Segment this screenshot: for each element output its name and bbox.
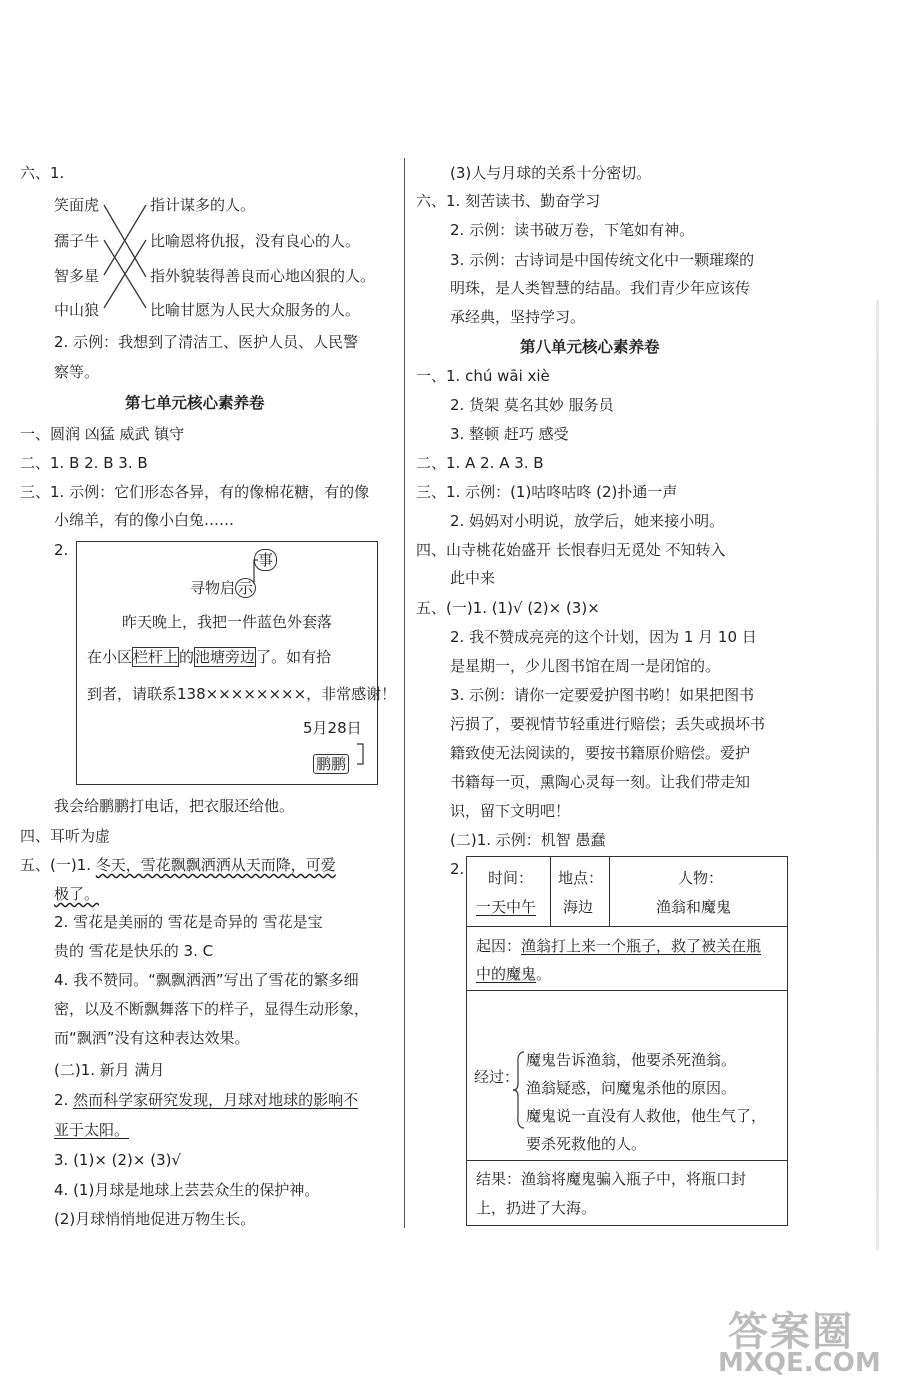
table-place-value: 海边 — [563, 898, 594, 916]
a4: 二、1. A 2. A 3. B — [416, 454, 544, 472]
table-hline-1 — [466, 926, 788, 927]
watermark-logo: 答案圈 — [728, 1309, 854, 1355]
notice-text: 了。如有拾 — [256, 648, 332, 666]
a6: 2. 妈妈对小明说，放学后，她来接小明。 — [450, 512, 725, 530]
r0: (3)人与月球的关系十分密切。 — [450, 164, 652, 182]
table-process-2: 渔翁疑惑，问魔鬼杀他的原因。 — [526, 1079, 737, 1097]
cause-end: 。 — [536, 965, 552, 983]
q6-heading: 六、1. — [20, 164, 65, 182]
a10b: 污损了，要视情节轻重进行赔偿；丢失或损坏书 — [450, 715, 766, 733]
u7-s5b-2b: 亚于太阳。 — [54, 1121, 130, 1139]
column-divider — [404, 158, 405, 1228]
u7-s5-4b: 密，以及不断飘舞落下的样子，显得生动形象， — [54, 1000, 370, 1018]
u7-s5-4c: 而“飘洒”没有这种表达效果。 — [54, 1029, 250, 1047]
a10a: 3. 示例：请你一定要爱护图书哟！如果把图书 — [450, 686, 755, 704]
u7-s4: 四、耳听为虚 — [20, 827, 111, 845]
u7-s2: 二、1. B 2. B 3. B — [20, 454, 148, 472]
match-left-3: 智多星 — [54, 267, 100, 285]
a10d: 书籍每一页，熏陶心灵每一刻。让我们带走知 — [450, 773, 751, 791]
unit7-title: 第七单元核心素养卷 — [125, 393, 265, 412]
a8: 五、(一)1. (1)√ (2)× (3)× — [416, 599, 600, 617]
a7a: 四、山寺桃花始盛开 长恨春归无觅处 不知转入 — [416, 541, 726, 559]
process-brace — [512, 1050, 526, 1130]
u7-s5-2a: 2. 雪花是美丽的 雪花是奇异的 雪花是宝 — [54, 913, 323, 931]
a3: 3. 整顿 赶巧 感受 — [450, 425, 569, 443]
notice-text: 在小区 — [87, 648, 133, 666]
match-left-1: 笑面虎 — [54, 196, 100, 214]
r3a: 3. 示例：古诗词是中国传统文化中一颗璀璨的 — [450, 251, 755, 269]
cause-text: 渔翁打上来一个瓶子，救了被关在瓶 — [521, 937, 762, 955]
table-cause-line1 — [476, 936, 761, 956]
u7-s5-4a: 4. 我不赞同。“飘飘洒洒”写出了雪花的繁多细 — [54, 971, 359, 989]
table-vline-2 — [609, 856, 610, 926]
table-vline-1 — [550, 856, 551, 926]
a7b: 此中来 — [450, 569, 496, 587]
a9a: 2. 我不赞成亮亮的这个计划，因为 1 月 10 日 — [450, 628, 757, 646]
u7-s5b-2 — [54, 1090, 358, 1110]
cause-label: 起因： — [476, 937, 522, 955]
after-notice: 我会给鹏鹏打电话，把衣服还给他。 — [54, 797, 295, 815]
text: 五、(一)1. — [20, 856, 96, 874]
q6-2-line1: 2. 示例：我想到了清洁工、医护人员、人民警 — [54, 333, 359, 351]
notice-title-circled: 示 — [235, 578, 256, 598]
text: 2. — [54, 1091, 74, 1109]
u7-s5-1b: 极了。 — [54, 885, 100, 903]
match-left-4: 中山狼 — [54, 301, 100, 319]
match-right-3: 指外貌装得善良而心地凶狠的人。 — [150, 267, 376, 285]
r3b: 明珠，是人类智慧的结晶。我们青少年应该传 — [450, 279, 751, 297]
underlined: 然而科学家研究发现，月球对地球的影响不 — [73, 1091, 359, 1109]
notice-date: 5月28日 — [303, 719, 362, 737]
q6-2-line2: 察等。 — [54, 363, 100, 381]
u7-s5-2b: 贵的 雪花是快乐的 3. C — [54, 942, 214, 960]
b2: 2. — [450, 860, 465, 878]
table-place-label: 地点： — [558, 869, 604, 887]
wavy-underlined: 冬天，雪花飘飘洒洒从天而降，可爱 — [95, 856, 336, 874]
b1: (二)1. 示例：机智 愚蠢 — [450, 831, 606, 849]
table-people-value: 渔翁和魔鬼 — [656, 898, 732, 916]
match-right-2: 比喻恩将仇报，没有良心的人。 — [150, 232, 361, 250]
date-arrow — [355, 740, 369, 770]
table-hline-3 — [466, 1160, 788, 1161]
u7-s5b-3: 3. (1)× (2)× (3)√ — [54, 1151, 182, 1169]
u7-s5b-1: (二)1. 新月 满月 — [54, 1061, 165, 1079]
watermark-url: MXQE.COM — [718, 1348, 881, 1378]
table-process-label: 经过： — [474, 1068, 520, 1086]
unit8-title: 第八单元核心素养卷 — [520, 337, 660, 356]
notice-line3: 到者，请联系138××××××××，非常感谢！ — [87, 685, 397, 703]
r1: 六、1. 刻苦读书、勤奋学习 — [416, 192, 601, 210]
a2: 2. 货架 莫名其妙 服务员 — [450, 396, 614, 414]
table-hline-2 — [466, 990, 788, 991]
match-lines — [100, 195, 152, 315]
table-result-2: 上，扔进了大海。 — [476, 1199, 597, 1217]
u7-s3-2: 2. — [54, 541, 69, 559]
a10e: 识，留下文明吧！ — [450, 802, 571, 820]
a9b: 是星期一，少儿图书馆在周一是闭馆的。 — [450, 657, 721, 675]
notice-boxed-1: 栏杆上 — [133, 648, 179, 666]
notice-insert-word: 事 — [254, 549, 277, 571]
cause-text-2: 中的魔鬼 — [476, 965, 537, 983]
table-process-3: 魔鬼说一直没有人救他，他生气了， — [526, 1107, 767, 1125]
table-people-label: 人物： — [678, 869, 724, 887]
match-left-2: 孺子牛 — [54, 232, 100, 250]
table-process-1: 魔鬼告诉渔翁，他要杀死渔翁。 — [526, 1051, 737, 1069]
u7-s5b-4a: 4. (1)月球是地球上芸芸众生的保护神。 — [54, 1181, 320, 1199]
notice-title-text: 寻物启 — [190, 579, 236, 597]
u7-s3-line2: 小绵羊，有的像小白兔…… — [54, 511, 235, 529]
notice-line2 — [87, 647, 331, 667]
notice-sign-boxed: 鹏鹏 — [313, 754, 349, 774]
u7-s5b-4b: (2)月球悄悄地促进万物生长。 — [54, 1210, 256, 1228]
notice-boxed-2: 池塘旁边 — [195, 648, 256, 666]
u7-s5-1 — [20, 855, 336, 875]
notice-line1: 昨天晚上，我把一件蓝色外套落 — [122, 613, 333, 631]
table-time-value: 一天中午 — [476, 898, 537, 916]
a5: 三、1. 示例：(1)咕咚咕咚 (2)扑通一声 — [416, 483, 678, 501]
a1: 一、1. chú wāi xiè — [416, 367, 550, 385]
notice-signature — [313, 754, 349, 774]
scan-edge — [876, 300, 879, 1250]
table-process-4: 要杀死救他的人。 — [526, 1135, 647, 1153]
r2: 2. 示例：读书破万卷，下笔如有神。 — [450, 221, 695, 239]
match-right-1: 指计谋多的人。 — [150, 196, 256, 214]
u7-s3-line1: 三、1. 示例：它们形态各异，有的像棉花糖，有的像 — [20, 483, 370, 501]
notice-text: 的 — [179, 648, 195, 666]
match-right-4: 比喻甘愿为人民大众服务的人。 — [150, 301, 361, 319]
table-result-1: 结果：渔翁将魔鬼骗入瓶子中，将瓶口封 — [476, 1170, 747, 1188]
u7-s1: 一、圆润 凶猛 威武 镇守 — [20, 425, 185, 443]
table-cause-line2 — [476, 964, 551, 984]
r3c: 承经典，坚持学习。 — [450, 308, 586, 326]
a10c: 籍致使无法阅读的，要按书籍原价赔偿。爱护 — [450, 744, 751, 762]
table-time-label: 时间： — [488, 869, 534, 887]
notice-title — [190, 578, 256, 598]
